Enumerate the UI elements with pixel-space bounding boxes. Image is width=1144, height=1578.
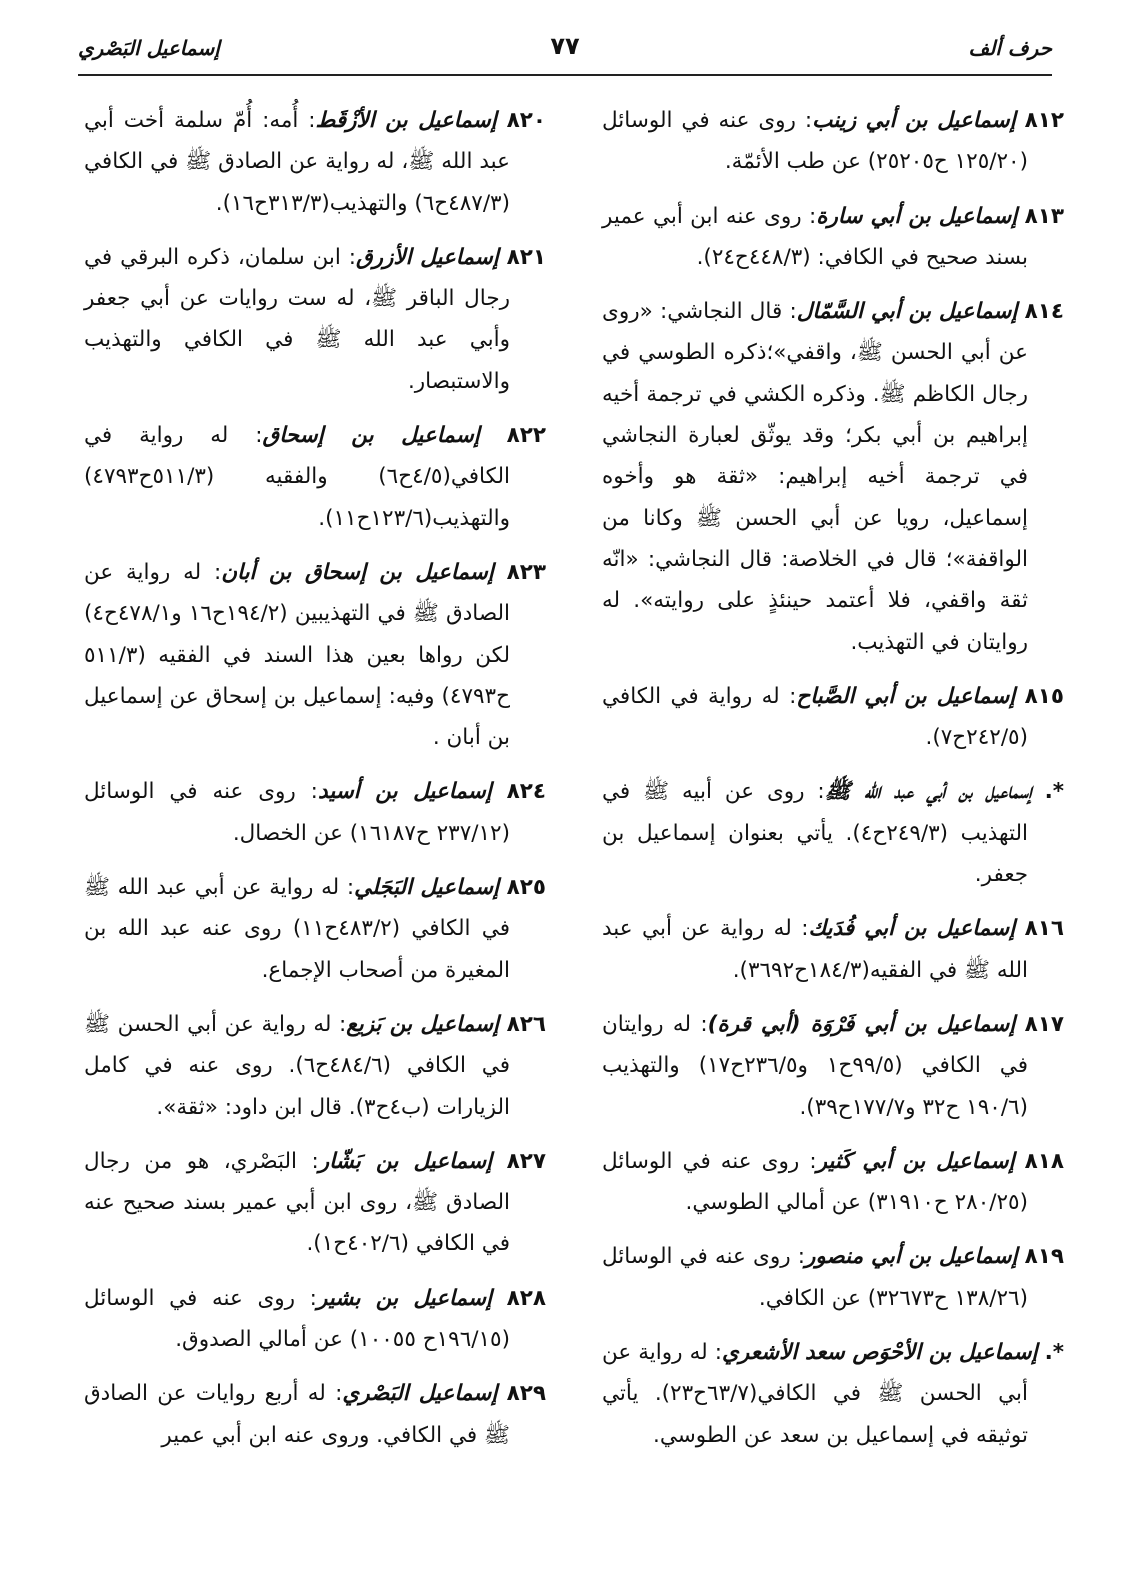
entry-text: : أُمه: أُمّ سلمة أخت أبي عبد الله ﷺ، له رواية عن الصادق ﷺ في الكافي (٤٨٧/٣ح٦) والتهذيب(٣١٣/٣ح١٦).: [84, 108, 510, 216]
entry-name: إسماعيل بن إسحاق: [262, 423, 480, 449]
entry-name: إسماعيل بن أبي فُدَيك: [808, 916, 1016, 942]
entry-number: ٨١٢: [1024, 108, 1064, 133]
right-column: [602, 100, 1064, 1469]
entry-name: إسماعيل بن أبي عبد الله ﷺ: [824, 779, 1032, 805]
entry: [84, 415, 546, 539]
entry: [84, 552, 546, 758]
entry-text: : روى عنه في الوسائل (١٣٨/٢٦ ح٣٢٦٧٣) عن الكافي.: [602, 1244, 1028, 1311]
entry-number: ٨٢٣: [506, 559, 546, 585]
entry-text: : روى عنه ابن أبي عمير بسند صحيح في الكافي: (٤٤٨/٣ح٢٤).: [602, 203, 1028, 270]
entry-name: إسماعيل بن الأزْقَط: [315, 108, 497, 133]
entry-number: ٨١٨: [1024, 1148, 1064, 1174]
entry-name: إسماعيل بن إسحاق بن أبان: [221, 559, 494, 585]
entry-text: : روى عن أبيه ﷺ في التهذيب (٢٤٩/٣ح٤). يأتي بعنوان إسماعيل بن جعفر.: [602, 779, 1028, 888]
entry-text: : له رواية عن أبي عبد الله ﷺ في الكافي (٤٨٣/٢ح١١) روى عنه عبد الله بن المغيرة من أصحاب الإجماع.: [84, 875, 511, 983]
entry: [602, 100, 1064, 183]
entry-text: : له أربع روايات عن الصادق ﷺ في الكافي. وروى عنه ابن أبي عمير: [84, 1381, 510, 1448]
entry: [84, 867, 546, 991]
entry-number: ٨٢٤: [506, 779, 546, 805]
entry-name: إسماعيل بن أبي سارة: [816, 203, 1018, 229]
entry-number: ٨١٤: [1024, 299, 1064, 325]
entry-name: إسماعيل بن أسيد: [317, 779, 492, 805]
entry: [602, 771, 1064, 895]
entry-name: إسماعيل بن أبي الصَّباح: [796, 683, 1016, 709]
entry-name: إسماعيل بن بَزيع: [346, 1011, 499, 1037]
entry-text: : له روايتان في الكافي (٩٩/٥ح١ و٢٣٦/٥ح١٧) والتهذيب (١٩٠/٦ ح٣٢ و١٧٧/٧ح٣٩).: [602, 1011, 1028, 1120]
entry-name: إسماعيل بن أبي فَرْوَة (أبي قرة): [707, 1011, 1016, 1037]
running-head-entry: إسماعيل البَصْري: [78, 36, 220, 60]
entry-name: إسماعيل البَجَلي: [354, 875, 499, 901]
entry-text: : له رواية عن أبي عبد الله ﷺ في الفقيه(١٨٤/٣ح٣٦٩٢).: [602, 916, 1028, 983]
entry-number: ٨١٧: [1024, 1011, 1064, 1037]
entry-text: : له رواية عن أبي الحسن ﷺ في الكافي (٤٨٤/٦ح٦). روى عنه في كامل الزيارات (ب٤ح٣). قال ابن داود: «ثقة».: [84, 1011, 510, 1120]
entry-text: : روى عنه في الوسائل (٢٨٠/٢٥ ح٣١٩١٠) عن أمالي الطوسي.: [602, 1148, 1028, 1216]
entry-name: إسماعيل البَصْري: [342, 1381, 498, 1407]
entry-name: إسماعيل بن أبي زينب: [812, 108, 1016, 133]
entry-text: : روى عنه في الوسائل (٢٣٧/١٢ ح١٦١٨٧) عن الخصال.: [84, 779, 510, 846]
entry-number: *.: [1044, 1340, 1064, 1366]
entry-number: ٨١٥: [1024, 683, 1064, 709]
entry: [84, 1373, 546, 1456]
entry: [602, 1332, 1064, 1456]
entry-number: ٨٢٧: [506, 1148, 546, 1174]
page-number: ٧٧: [550, 32, 580, 60]
entry-text: : قال النجاشي: «روى عن أبي الحسن ﷺ، واقفي»؛ذكره الطوسي في رجال الكاظم ﷺ. وذكره الكشي في ترجمة أخيه إبراهيم بن أبي بكر؛ وقد يوثّق لعبارة النجاشي في ترجمة أخيه إبراهيم: «ثقة هو وأخوه إسماعيل، رويا عن أبي الحسن ﷺ وكانا من الواقفة»؛ قال في الخلاصة: قال النجاشي: «انّه ثقة واقفي، فلا أعتمد حينئذٍ على روايته». له روايتان في التهذيب.: [602, 299, 1028, 655]
page-header: [78, 28, 1052, 76]
entry: [602, 1004, 1064, 1128]
entry: [84, 100, 546, 224]
entry-name: إسماعيل الأزرق: [355, 244, 499, 270]
entry-number: ٨١٦: [1024, 916, 1064, 942]
entry: [84, 771, 546, 854]
entry-name: إسماعيل بن أبي كَثير: [816, 1148, 1015, 1174]
entry-text: : له رواية عن الصادق ﷺ في التهذيبين (١٩٤/٢ح١٦ و٤٧٨/١ح٤) لكن رواها بعين هذا السند في الفقيه (٥١١/٣ ح٤٧٩٣) وفيه: إسماعيل بن إسحاق عن إسماعيل بن أبان .: [84, 559, 511, 751]
entry-number: ٨٢١: [506, 244, 546, 270]
entry-text: : روى عنه في الوسائل (١٢٥/٢٠ ح٢٥٢٠٥) عن طب الأئمّة.: [602, 108, 1028, 175]
entry-number: ٨٢٦: [506, 1011, 546, 1037]
entry: [602, 291, 1064, 663]
entry-number: ٨٢٨: [506, 1285, 546, 1311]
entry: [602, 908, 1064, 991]
left-column: [84, 100, 546, 1469]
entry-number: ٨٢٩: [506, 1381, 546, 1407]
entry: [602, 196, 1064, 279]
entry-number: *.: [1044, 779, 1064, 805]
entry-text: : له رواية في الكافي(٤/٥ح٦) والفقيه (٥١١/٣ح٤٧٩٣) والتهذيب(١٢٣/٦ح١١).: [84, 423, 510, 531]
running-head-chapter: حرف ألف: [968, 36, 1052, 60]
entry: [84, 237, 546, 402]
entry-name: إسماعيل بن أبي السَّمّال: [796, 299, 1018, 325]
entry-number: ٨٢٢: [506, 423, 546, 449]
entry-text: : له رواية عن أبي الحسن ﷺ في الكافي(٦٣/٧ح٢٣). يأتي توثيقه في إسماعيل بن سعد عن الطوسي.: [602, 1340, 1028, 1448]
entry: [602, 676, 1064, 759]
entry-text: : البَصْري، هو من رجال الصادق ﷺ، روى ابن أبي عمير بسند صحيح عنه في الكافي (٤٠٢/٦ح١).: [84, 1148, 510, 1257]
entry-text: : روى عنه في الوسائل (١٩٦/١٥ح ١٠٠٥٥) عن أمالي الصدوق.: [84, 1285, 510, 1353]
entry-name: إسماعيل بن بشير: [316, 1285, 492, 1311]
entry: [602, 1236, 1064, 1319]
entry-text: : له رواية في الكافي (٢٤٢/٥ح٧).: [602, 683, 1028, 751]
entry: [84, 1278, 546, 1361]
entry-number: ٨٢٥: [506, 875, 546, 901]
entry-name: إسماعيل بن الأحْوَص سعد الأشعري: [722, 1340, 1038, 1366]
entry-number: ٨١٣: [1024, 203, 1064, 229]
entry: [84, 1004, 546, 1128]
entry-name: إسماعيل بن بَشّار: [318, 1148, 493, 1174]
entry-text: : ابن سلمان، ذكره البرقي في رجال الباقر ﷺ، له ست روايات عن أبي جعفر وأبي عبد الله ﷺ في الكافي والتهذيب والاستبصار.: [84, 244, 510, 394]
entry: [84, 1141, 546, 1265]
entry-number: ٨١٩: [1024, 1244, 1064, 1270]
entry-number: ٨٢٠: [506, 108, 546, 133]
entry: [602, 1141, 1064, 1224]
entry-name: إسماعيل بن أبي منصور: [805, 1244, 1018, 1270]
